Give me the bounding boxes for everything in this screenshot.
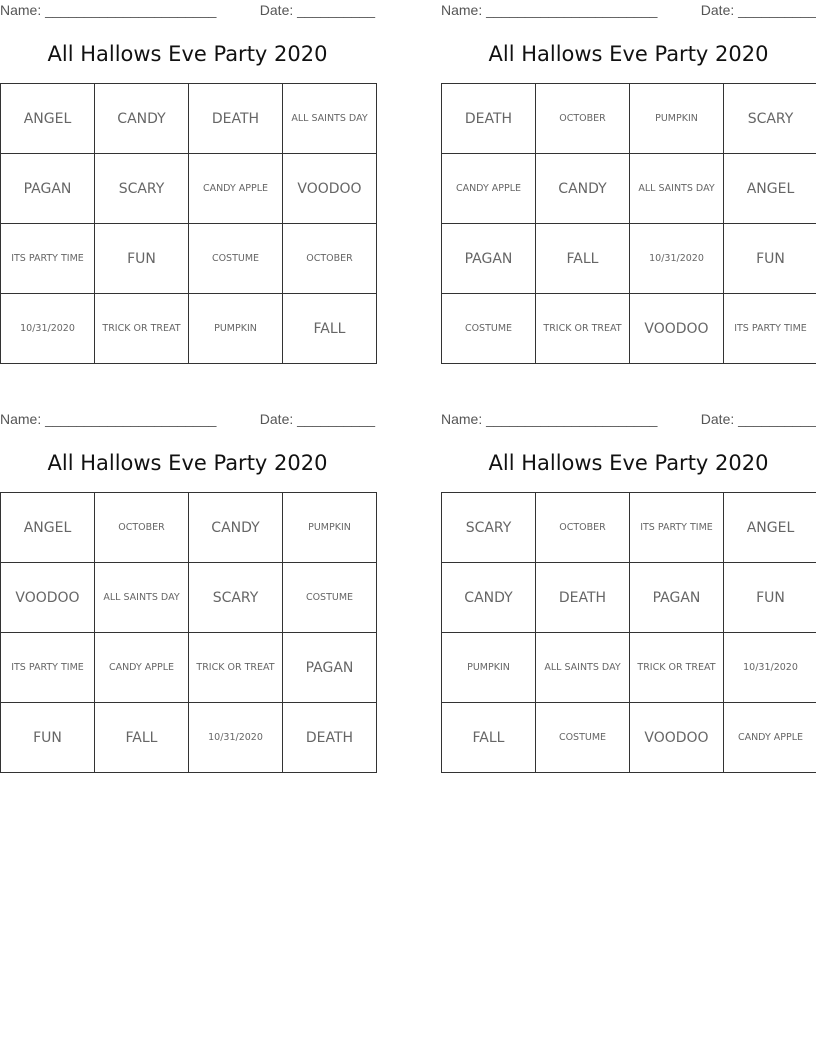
date-field[interactable]: Date: __________ [700,411,816,427]
grid-row [1,493,377,563]
bingo-cell: FALL [95,703,189,773]
bingo-grid [441,492,816,773]
bingo-cell: CANDY [95,84,189,154]
bingo-cell: COSTUME [442,294,536,364]
card-title: All Hallows Eve Party 2020 [488,42,769,66]
bingo-cell: CANDY APPLE [189,154,283,224]
bingo-card-1 [0,0,375,372]
bingo-cell: TRICK OR TREAT [95,294,189,364]
bingo-cell: PAGAN [442,224,536,294]
bingo-card-2 [441,0,816,372]
bingo-cell: FUN [1,703,95,773]
bingo-cell: ALL SAINTS DAY [630,154,724,224]
bingo-cell: ALL SAINTS DAY [283,84,377,154]
bingo-cell: SCARY [189,563,283,633]
date-field[interactable]: Date: __________ [259,411,375,427]
bingo-cell: FALL [536,224,630,294]
grid-row [442,84,816,154]
bingo-cell: CANDY APPLE [724,703,816,773]
grid-row [442,703,816,773]
bingo-cell: COSTUME [189,224,283,294]
bingo-cell: ANGEL [1,84,95,154]
grid-row [442,154,816,224]
bingo-cell: OCTOBER [95,493,189,563]
grid-row [442,224,816,294]
bingo-cell: OCTOBER [536,84,630,154]
grid-row [442,294,816,364]
bingo-cell: VOODOO [283,154,377,224]
bingo-cell: VOODOO [630,703,724,773]
bingo-cell: SCARY [442,493,536,563]
bingo-cell: VOODOO [1,563,95,633]
bingo-card-4 [441,409,816,781]
bingo-cell: OCTOBER [283,224,377,294]
bingo-cell: PAGAN [283,633,377,703]
bingo-cell: ALL SAINTS DAY [536,633,630,703]
bingo-cell: PAGAN [1,154,95,224]
bingo-cell: DEATH [189,84,283,154]
bingo-cell: ANGEL [724,493,816,563]
bingo-cell: TRICK OR TREAT [189,633,283,703]
grid-row [1,84,377,154]
grid-row [442,633,816,703]
grid-row [1,703,377,773]
bingo-cell: CANDY [442,563,536,633]
grid-row [1,154,377,224]
bingo-cell: 10/31/2020 [630,224,724,294]
bingo-grid [0,83,377,364]
grid-row [1,563,377,633]
bingo-cell: TRICK OR TREAT [630,633,724,703]
grid-row [442,493,816,563]
card-title: All Hallows Eve Party 2020 [488,451,769,475]
bingo-cell: SCARY [95,154,189,224]
name-field[interactable]: Name: ______________________ [441,411,658,427]
bingo-cell: FUN [724,563,816,633]
bingo-cell: PUMPKIN [442,633,536,703]
bingo-cell: ALL SAINTS DAY [95,563,189,633]
bingo-cell: COSTUME [283,563,377,633]
date-field[interactable]: Date: __________ [700,2,816,18]
bingo-cell: PAGAN [630,563,724,633]
grid-row [1,224,377,294]
bingo-cell: 10/31/2020 [189,703,283,773]
bingo-cell: CANDY [189,493,283,563]
bingo-cell: 10/31/2020 [724,633,816,703]
bingo-cell: ITS PARTY TIME [630,493,724,563]
bingo-cell: FALL [442,703,536,773]
name-field[interactable]: Name: ______________________ [0,411,217,427]
bingo-cell: TRICK OR TREAT [536,294,630,364]
bingo-card-3 [0,409,375,781]
grid-row [1,633,377,703]
bingo-cell: ITS PARTY TIME [1,633,95,703]
grid-row [442,563,816,633]
bingo-cell: DEATH [442,84,536,154]
bingo-cell: ANGEL [1,493,95,563]
bingo-cell: FUN [724,224,816,294]
bingo-cell: VOODOO [630,294,724,364]
bingo-cell: OCTOBER [536,493,630,563]
bingo-cell: CANDY [536,154,630,224]
grid-row [1,294,377,364]
bingo-cell: DEATH [283,703,377,773]
card-title: All Hallows Eve Party 2020 [47,42,328,66]
bingo-cell: FUN [95,224,189,294]
bingo-cell: COSTUME [536,703,630,773]
bingo-cell: PUMPKIN [189,294,283,364]
date-field[interactable]: Date: __________ [259,2,375,18]
bingo-cell: CANDY APPLE [95,633,189,703]
card-title: All Hallows Eve Party 2020 [47,451,328,475]
bingo-grid [0,492,377,773]
bingo-cell: FALL [283,294,377,364]
bingo-cell: ANGEL [724,154,816,224]
name-field[interactable]: Name: ______________________ [441,2,658,18]
bingo-cell: PUMPKIN [630,84,724,154]
bingo-cell: ITS PARTY TIME [724,294,816,364]
bingo-cell: DEATH [536,563,630,633]
bingo-cell: ITS PARTY TIME [1,224,95,294]
bingo-cell: SCARY [724,84,816,154]
bingo-grid [441,83,816,364]
name-field[interactable]: Name: ______________________ [0,2,217,18]
bingo-cell: PUMPKIN [283,493,377,563]
bingo-cell: 10/31/2020 [1,294,95,364]
bingo-cell: CANDY APPLE [442,154,536,224]
